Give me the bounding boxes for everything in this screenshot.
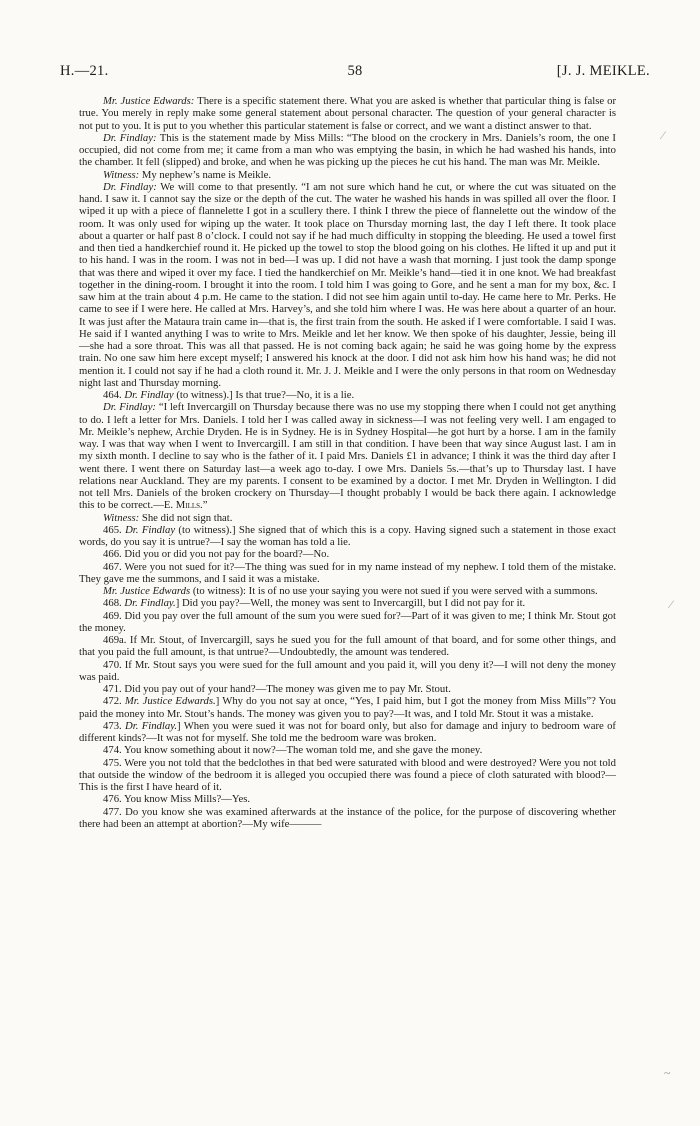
question-number: 468. (103, 597, 122, 610)
paragraph-text: “I left Invercargill on Thursday because there was no use my stopping there when I could not get anything to do. I left a letter for Mrs. Daniels. I told her I was called away in sickness—I was not feeling very well. I am engaged to Mr. Meikle’s nephew, Archie Dryden. He is in Sydney. He is in Sydney Hospital—he got hurt by a horse. I am in the family way. I was that way when I went to Invercargill. I am still in that condition. I have been that way since August last. I am in my sixth month. I decline to say who is the father of it. I paid Mrs. Daniels £1 in advance; I think it was the third day after I went there. I went there on Saturday last—a week ago to-day. I owe Mrs. Daniels 5s.—that’s up to Thursday last. I have relations near Auckland. They are my parents. I consent to be examined by a doctor. I met Mr. Dryden in Wellington. I did not tell Mrs. Daniels of the broken crockery on Thursday—I thought probably I would be back there again. I acknowledge this to be correct.— (79, 401, 616, 512)
question-number: 474. (103, 744, 122, 757)
speaker-name: Dr. Findlay: (103, 401, 156, 414)
paragraph (79, 757, 616, 794)
paragraph (79, 695, 616, 720)
page-header (60, 63, 650, 83)
question-number: 472. (103, 695, 122, 708)
speaker-name: Dr. Findlay (124, 389, 174, 401)
paragraph-text: ] Did you pay?—Well, the money was sent to Invercargill, but I did not pay for it. (175, 597, 526, 610)
question-number: 473. (103, 719, 122, 732)
paragraph (79, 95, 616, 132)
page-number: 58 (347, 63, 363, 79)
paragraph-text: If Mr. Stout, of Invercargill, says he sued you for the full amount of that board, and for some other things, and that you paid the full amount, is that untrue?—Undoubtedly, the amount was tendered. (79, 634, 616, 659)
paragraph-text: ] Why do you not say at once, “Yes, I paid him, but I got the money from Miss Mills”? You paid the money into Mr. Stout’s hands. The money was given you to pay?—It was, and I told Mr. Stout it was a mistake. (79, 695, 617, 720)
paragraph-text: Did you or did you not pay for the board?—No. (121, 548, 330, 561)
question-number: 465. (103, 523, 122, 536)
question-number: 466. (103, 548, 122, 561)
paragraph-text: (to witness).] Is that true?—No, it is a lie. (173, 389, 355, 401)
paragraph-text: ] When you were sued it was not for board only, but also for damage and injury to bedroom ware of different kinds?—It was not for myself. She told me the bedroom ware was broken. (79, 719, 616, 744)
paragraph (79, 683, 616, 695)
question-number: 467. (103, 560, 122, 573)
margin-mark: ⁄ (670, 597, 673, 611)
speaker-name: Mr. Justice Edwards (103, 585, 191, 597)
margin-mark: ⁄ (662, 128, 665, 142)
paragraph-text: We will come to that presently. “I am not sure which hand he cut, or where the cut was situated on the hand. I saw it. I cannot say the size or the depth of the cut. The water he washed his hands in was spilled all over the floor. I wiped it up with a piece of flannelette I got in a scullery there. I think I threw the piece of flannelette out the window of the room. It was only used for wiping up the water. It took place on Thursday morning last, the day I left there. It took place about a quarter or half past 8 o’clock. I could not say if he had much difficulty in stopping the bleeding. He used a towel first and then tied a handkerchief round it. He picked up the towel to stop the blood going on his clothes. He lifted it up and put it to his hand. I was in the room. I was not in bed—I was up. I did not have a wash that morning. I just took the damp sponge that was there and wiped it over my face. I tied the handkerchief on Mr. Meikle’s hand—tied it in one knot. We had breakfast together in the dining-room. I brought it into the room. I told him I was going to Gore, and he sent a man for my box, &c. I saw him at the train about 4 p.m. He came to the station. I did not see him again until to-day. He came here to Mr. Perks. He came to see if I were here. He called at Mrs. Harvey’s, and she told him where I was. He was here about a quarter of an hour. It was just after the Mataura train came in—that is, the first train from the south. He asked if I were comfortable. I said I was. He said if I wanted anything I was to write to Mrs. Meikle and let her know. We then spoke of his daughter, Jessie, being ill—she had a sore throat. This was all that passed. He is not coming back again; he said he was going home by the express train. No one saw him here except myself; I answered his knock at the door. I did not ask him how his hand was; he did not mention it. I could not say if he had a cloth round it. Mr. J. J. Meikle and I were the only persons in that room on Wednesday night last and Thursday morning. (79, 180, 616, 389)
paragraph-text: You know something about it now?—The woman told me, and she gave the money. (121, 744, 483, 757)
paragraph-text: (to witness): It is of no use your saying you were not sued if you were served with a summons. (190, 585, 598, 597)
question-number: 469. (103, 609, 122, 622)
paragraph (79, 169, 616, 181)
paragraph-text: (to witness).] She signed that of which this is a copy. Having signed such a statement in those exact words, do you say it is untrue?—I say the woman has told a lie. (79, 523, 617, 548)
paragraph-text: Do you know she was examined afterwards at the instance of the police, for the purpose of discovering whether there had been an attempt at abortion?—My wife——— (79, 805, 616, 830)
question-number: 477. (103, 805, 122, 818)
question-number: 469a. (103, 634, 127, 646)
paragraph-tail: .” (200, 499, 208, 512)
paragraph (79, 744, 616, 756)
paragraph (79, 610, 616, 635)
paragraph-text: You know Miss Mills?—Yes. (121, 793, 251, 806)
paragraph (79, 401, 616, 511)
question-number: 464. (103, 389, 122, 401)
speaker-name: Dr. Findlay. (124, 597, 176, 610)
paragraph-text: My nephew’s name is Meikle. (139, 168, 272, 181)
paragraph (79, 806, 616, 831)
paragraph (79, 634, 616, 659)
paragraph (79, 524, 616, 549)
paragraph (79, 793, 616, 805)
document-body (79, 95, 616, 830)
paragraph-text: She did not sign that. (139, 511, 233, 524)
paragraph-text: Were you not told that the bedclothes in that bed were saturated with blood and were destroyed? Were you not told that outside the window of the bedroom it is alleged you occupied there was found a piece of cloth saturated with blood?—This is the first I have heard of it. (79, 756, 616, 793)
speaker-name: Witness: (103, 511, 140, 524)
speaker-name: Dr. Findlay (125, 523, 176, 536)
paragraph-text: There is a specific statement there. What you are asked is whether that particular thing is false or true. You merely in reply make some general statement about personal character. The question of your general character is not put to you. It is put to you whether this particular statement is false or correct, and we want a distinct answer to that. (79, 95, 617, 132)
speaker-name: Mr. Justice Edwards: (103, 95, 195, 107)
speaker-name: Mr. Justice Edwards. (124, 695, 216, 708)
speaker-name: Dr. Findlay: (103, 180, 157, 193)
paragraph (79, 132, 616, 169)
paragraph-text: If Mr. Stout says you were sued for the full amount and you paid it, will you deny it?—I will not deny the money was paid. (79, 658, 616, 683)
question-number: 470. (103, 658, 122, 671)
paragraph (79, 548, 616, 560)
paragraph (79, 389, 616, 401)
paragraph-text: Did you pay over the full amount of the sum you were sued for?—Part of it was given to me; I think Mr. Stout got the money. (79, 609, 616, 634)
paragraph (79, 561, 616, 586)
paragraph (79, 512, 616, 524)
paragraph-text: This is the statement made by Miss Mills: “The blood on the crockery in Mrs. Daniels’s room, the one I occupied, did not come from me; it came from a man who was emptying the basin, in which he had washed his hands, into the chamber. It fell (slipped) and broke, and when he was picking up the pieces he cut his hand. The man was Mr. Meikle. (79, 131, 616, 169)
signature: E. Mills (163, 499, 201, 512)
speaker-name: Dr. Findlay. (125, 719, 178, 732)
paragraph (79, 585, 616, 597)
speaker-name: Witness: (103, 168, 140, 181)
witness-name-header: [J. J. MEIKLE. (556, 63, 650, 79)
question-number: 475. (103, 756, 122, 769)
paragraph (79, 659, 616, 684)
margin-mark: ~ (664, 1066, 671, 1080)
paragraph (79, 181, 616, 389)
paper-reference: H.—21. (60, 63, 109, 79)
paragraph-text: Did you pay out of your hand?—The money was given me to pay Mr. Stout. (121, 683, 451, 695)
question-number: 471. (103, 683, 122, 695)
paragraph-text: Were you not sued for it?—The thing was sued for in my name instead of my nephew. I told them of the mistake. They gave me the summons, and I said it was a mistake. (79, 560, 616, 585)
paragraph (79, 720, 616, 745)
speaker-name: Dr. Findlay: (103, 131, 157, 144)
paragraph (79, 597, 616, 609)
question-number: 476. (103, 793, 122, 806)
